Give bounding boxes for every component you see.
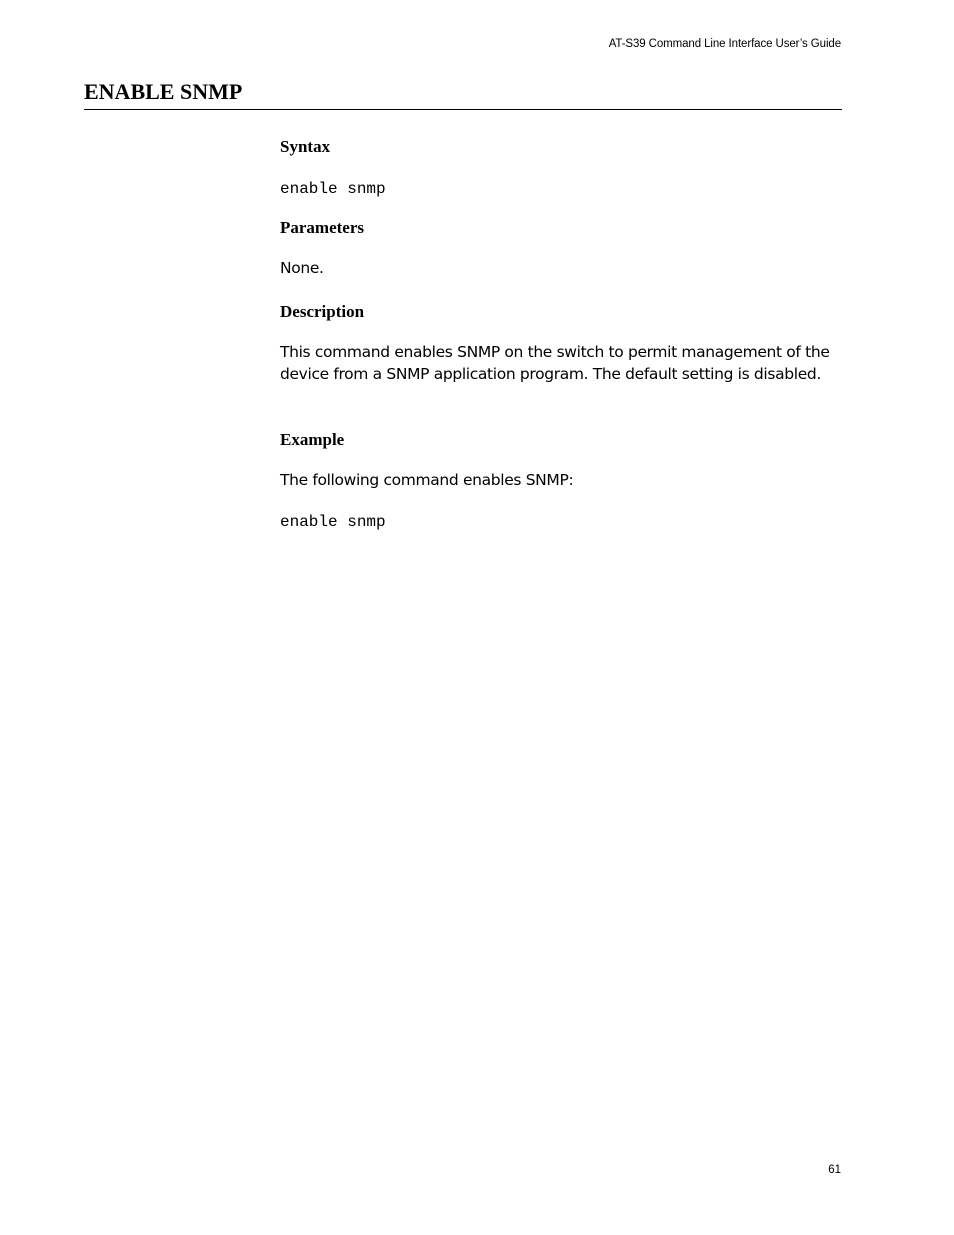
description-text: This command enables SNMP on the switch to permit management of the device from a SNMP application program. The default setting is disabled. bbox=[280, 343, 830, 383]
parameters-text: None. bbox=[280, 259, 324, 277]
description-heading: Description bbox=[280, 302, 365, 321]
title-rule bbox=[84, 109, 842, 110]
running-header: AT-S39 Command Line Interface User’s Guide bbox=[608, 38, 841, 50]
syntax-command: enable snmp bbox=[280, 180, 386, 198]
example-heading: Example bbox=[280, 430, 345, 449]
page-number: 61 bbox=[828, 1164, 841, 1176]
syntax-heading: Syntax bbox=[280, 137, 331, 156]
section-title: ENABLE SNMP bbox=[84, 79, 243, 104]
example-intro: The following command enables SNMP: bbox=[280, 471, 574, 489]
parameters-heading: Parameters bbox=[280, 218, 365, 237]
example-command: enable snmp bbox=[280, 513, 386, 531]
